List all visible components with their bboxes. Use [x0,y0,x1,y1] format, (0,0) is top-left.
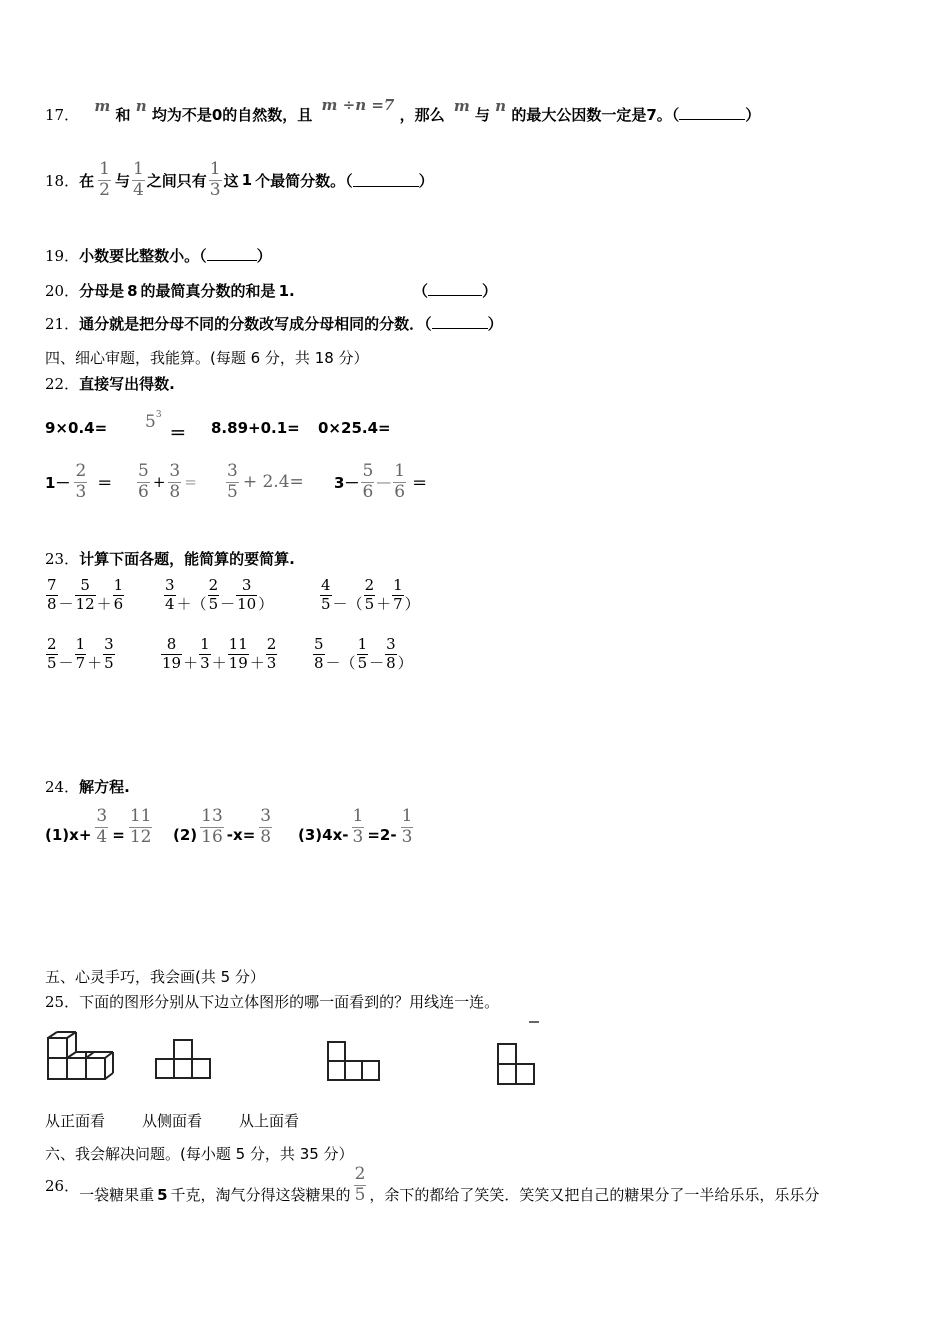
q23-expr-1 [45,577,125,614]
question-22-title: 22．直接写出得数. [45,375,175,393]
numerator: 2 [266,635,277,654]
fraction [320,578,332,613]
operator: ＋ [211,654,227,672]
denominator: 5 [364,595,375,613]
numerator: 1 [113,576,124,595]
q23-expr-5 [160,636,278,673]
question-25: 25．下面的图形分别从下边立体图形的哪一面看到的？用线连一连。 [45,993,500,1011]
operator: ＋ [96,595,112,613]
q22-item-3: 8.89+0.1= [211,419,300,437]
q22-item-5: 1－ $\frac{2}{3}$ ＝ [45,461,113,502]
q22-item-4: 0×25.4= [318,419,391,437]
question-20: 20．分母是 8 的最简真分数的和是 1. [45,282,295,300]
q22-item-1: 9×0.4= [45,419,108,437]
question-24-title: 24．解方程. [45,778,130,796]
equation-m-div-n: m ÷n =7 [321,96,395,114]
fraction: $\frac{1}{2}$ [99,159,110,200]
numerator: 7 [47,576,57,595]
view-shape-3 [495,1020,539,1086]
denominator: 6 [113,595,124,613]
fraction [46,637,58,672]
fraction [75,578,96,613]
question-18: 18． 在 $\frac{1}{2}$ 与 $\frac{1}{4}$ 之间只有 $\frac{1}{3}$ 这 1 个最简分数。（ ） [45,159,434,200]
denominator: 4 [165,595,175,613]
numerator: 3 [165,576,175,595]
operator: ） [404,595,420,613]
label-front-view: 从正面看 [45,1112,106,1130]
fraction: $\frac{1}{3}$ [209,159,221,200]
denominator: 8 [386,654,396,672]
operator: ＋（ [176,595,207,613]
answer-blank[interactable] [679,107,745,120]
fraction: $\frac{1}{4}$ [132,159,144,200]
fraction [103,637,115,672]
fraction [161,637,182,672]
denominator: 10 [237,595,257,613]
fraction [208,578,220,613]
denominator: 3 [266,654,277,672]
denominator: 5 [321,595,331,613]
fraction [392,578,404,613]
fraction [164,578,176,613]
q22-item-8: 3－ $\frac{5}{6}$ — $\frac{1}{6}$ ＝ [334,461,428,502]
numerator: 1 [75,635,86,654]
q24-equation-2: (2) $\frac{13}{16}$ -x= $\frac{3}{8}$ [173,806,272,847]
q23-expr-4 [45,636,116,673]
q23-expr-3 [319,577,420,614]
variable-m: m [94,97,111,115]
fraction [385,637,397,672]
denominator: 5 [208,595,219,613]
view-shape-1 [154,1038,212,1080]
section-4-heading: 四、细心审题，我能算。(每题 6 分，共 18 分） [45,349,369,367]
operator: ＋ [87,654,103,672]
label-side-view: 从侧面看 [142,1112,203,1130]
numerator: 1 [357,635,368,654]
fraction [199,637,211,672]
answer-blank[interactable] [353,174,419,187]
numerator: 1 [393,576,403,595]
operator: ） [397,654,413,672]
fraction [113,578,125,613]
operator: ＋ [183,654,199,672]
numerator: 3 [104,635,114,654]
answer-blank[interactable] [207,248,257,261]
fraction [266,637,278,672]
question-20-answer: （ ） [413,282,498,300]
numerator: 2 [47,635,57,654]
fraction [75,637,87,672]
numerator: 2 [208,576,219,595]
answer-blank[interactable] [432,316,488,329]
q22-item-6: $\frac{5}{6}$ + $\frac{3}{8}$ = [138,461,197,502]
operator: － [58,654,74,672]
operator: －（ [325,654,356,672]
numerator: 5 [80,576,90,595]
fraction [313,637,325,672]
numerator: 3 [241,576,252,595]
denominator: 8 [314,654,324,672]
operator: ＋ [249,654,265,672]
operator: ） [258,595,274,613]
operator: － [220,595,236,613]
operator: ＋ [376,595,392,613]
solid-figure-3d [45,1030,119,1082]
q24-equation-3: (3)4x- $\frac{1}{3}$ =2- $\frac{1}{3}$ [298,806,413,847]
numerator: 3 [386,635,396,654]
question-17: 17． m 和 n 均为不是0的自然数，且 m ÷n =7 ，那么 m 与 n 的最大公因数一定是7。（ ） [45,96,761,124]
label-top-view: 从上面看 [239,1112,300,1130]
section-6-heading: 六、我会解决问题。(每小题 5 分，共 35 分） [45,1145,354,1163]
operator: －（ [332,595,363,613]
question-23-title: 23．计算下面各题，能简算的要简算. [45,550,295,568]
denominator: 19 [162,654,182,672]
q22-item-2: $5^3$ ＝ [145,410,187,444]
denominator: 5 [357,654,368,672]
question-19: 19．小数要比整数小。（ ） [45,247,272,265]
denominator: 7 [393,595,403,613]
operator: － [369,654,385,672]
q22-item-7: $\frac{3}{5}$ + 2.4= [227,461,304,502]
section-5-heading: 五、心灵手巧，我会画(共 5 分） [45,968,265,986]
question-21: 21．通分就是把分母不同的分数改写成分母相同的分数．（ ） [45,315,503,333]
denominator: 5 [104,654,114,672]
fraction [46,578,58,613]
denominator: 12 [75,595,95,613]
answer-blank[interactable] [428,283,482,296]
fraction [364,578,376,613]
q23-expr-6 [312,636,413,673]
numerator: 1 [200,635,210,654]
denominator: 19 [228,654,248,672]
denominator: 5 [47,654,57,672]
numerator: 8 [166,635,177,654]
operator: － [58,595,74,613]
numerator: 11 [228,635,248,654]
q24-equation-1: (1)x+ $\frac{3}{4}$ = $\frac{11}{12}$ [45,806,152,847]
question-26: 26． 一袋糖果重 5 千克，淘气分得这袋糖果的 $\frac{2}{5}$ ，余下的都给了笑笑．笑笑又把自己的糖果分了一半给乐乐，乐乐分 [45,1164,820,1205]
fraction [236,578,257,613]
fraction [357,637,369,672]
numerator: 4 [321,576,331,595]
numerator: 2 [364,576,375,595]
numerator: 5 [314,635,324,654]
denominator: 7 [75,654,86,672]
view-shape-2 [326,1040,382,1082]
fraction [228,637,249,672]
denominator: 8 [47,595,57,613]
denominator: 3 [200,654,210,672]
q23-expr-2 [163,577,273,614]
